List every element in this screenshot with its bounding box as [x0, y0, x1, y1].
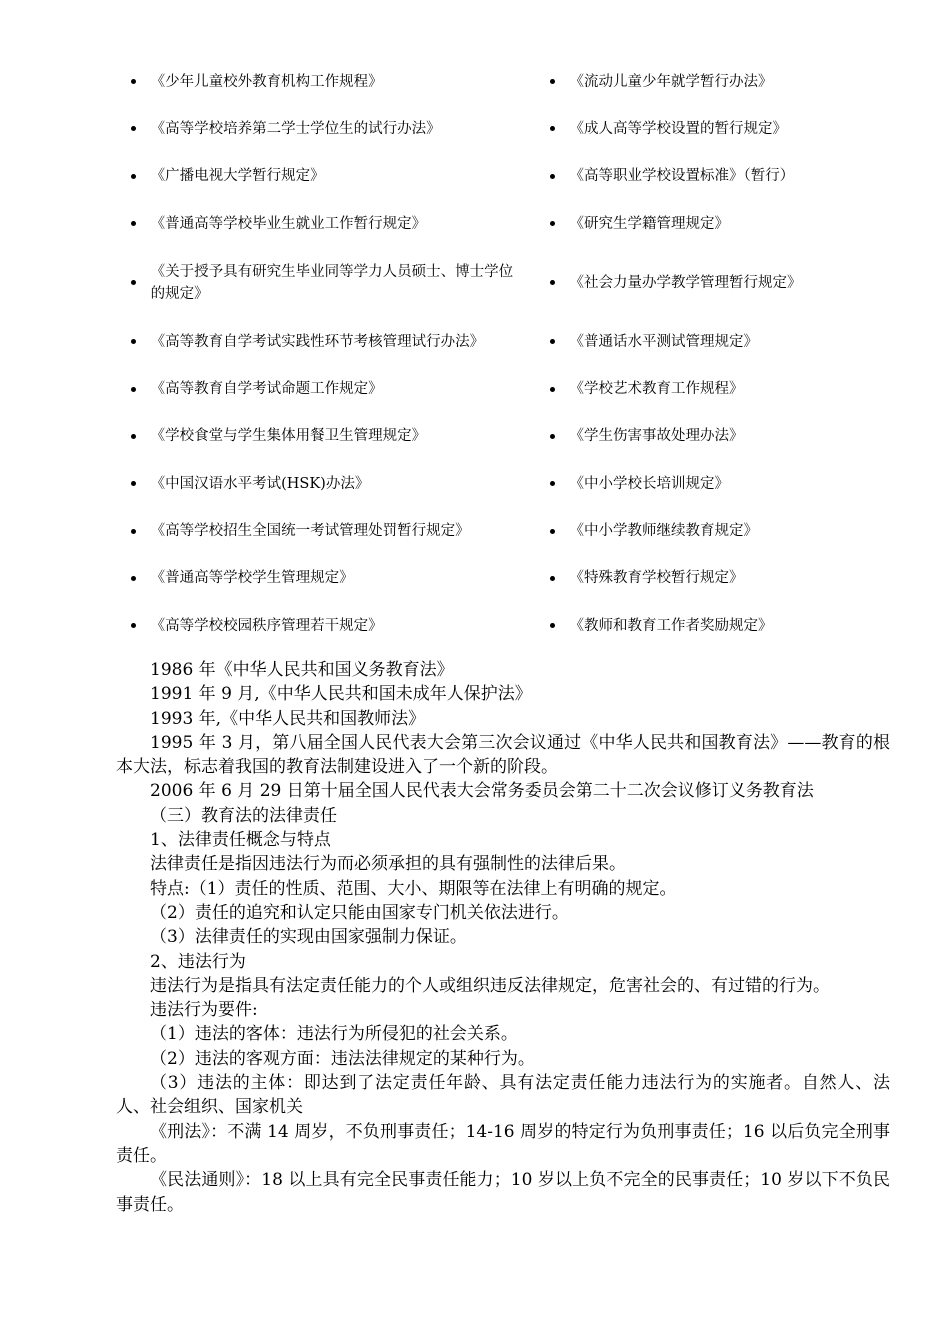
list-row: [116, 507, 886, 554]
list-item: 《广播电视大学暂行规定》: [150, 168, 325, 185]
list-item: 《普通话水平测试管理规定》: [569, 333, 759, 350]
list-item: 《中小学教师继续教育规定》: [569, 523, 759, 540]
list-item: 《高等教育自学考试命题工作规定》: [150, 381, 383, 398]
bullet-icon: [116, 247, 151, 318]
list-item: 《高等教育自学考试实践性环节考核管理试行办法》: [150, 333, 485, 350]
list-item: 《高等学校招生全国统一考试管理处罚暂行规定》: [150, 523, 470, 540]
list-item: 《学生伤害事故处理办法》: [569, 428, 744, 445]
paragraph: （2）违法的客观方面：违法法律规定的某种行为。: [150, 1048, 535, 1069]
subsection-heading: 2、违法行为: [150, 951, 246, 972]
bullet-icon: [116, 413, 151, 460]
bullet-icon: [116, 507, 151, 554]
list-item: 《研究生学籍管理规定》: [569, 215, 730, 232]
list-item: 《中国汉语水平考试(HSK)办法》: [150, 475, 370, 492]
bullet-icon: [535, 413, 570, 460]
list-row: [116, 460, 886, 507]
list-item: 《普通高等学校学生管理规定》: [150, 570, 354, 587]
list-row: [116, 105, 886, 152]
list-row: [116, 365, 886, 412]
bullet-icon: [116, 460, 151, 507]
bullet-icon: [535, 365, 570, 412]
bullet-icon: [535, 460, 570, 507]
bullet-icon: [535, 58, 570, 105]
paragraph: （3）法律责任的实现由国家强制力保证。: [150, 927, 467, 948]
regulation-list: [116, 58, 886, 649]
list-row: [116, 200, 886, 247]
paragraph: 《刑法》：不满 14 周岁，不负刑事责任；14-16 周岁的特定行为负刑事责任；16 以后负完全刑事责任。: [116, 1121, 890, 1166]
list-item: 《高等职业学校设置标准》（暂行）: [569, 168, 795, 185]
bullet-icon: [535, 507, 570, 554]
bullet-icon: [116, 105, 151, 152]
list-item: 《高等学校校园秩序管理若干规定》: [150, 617, 383, 634]
bullet-icon: [535, 602, 570, 649]
bullet-icon: [116, 153, 151, 200]
list-item: 《普通高等学校毕业生就业工作暂行规定》: [150, 215, 427, 232]
list-item: 《高等学校培养第二学士学位生的试行办法》: [150, 120, 441, 137]
bullet-icon: [535, 105, 570, 152]
paragraph: 违法行为是指具有法定责任能力的个人或组织违反法律规定，危害社会的、有过错的行为。: [150, 975, 830, 996]
paragraph: 法律责任是指因违法行为而必须承担的具有强制性的法律后果。: [150, 854, 626, 875]
paragraph: 特点:（1）责任的性质、范围、大小、期限等在法律上有明确的规定。: [150, 878, 677, 899]
bullet-icon: [535, 153, 570, 200]
bullet-icon: [116, 58, 151, 105]
paragraph: 1995 年 3 月，第八届全国人民代表大会第三次会议通过《中华人民共和国教育法》——教育的根本大法，标志着我国的教育法制建设进入了一个新的阶段。: [116, 732, 890, 778]
paragraph: （3）违法的主体：即达到了法定责任年龄、具有法定责任能力违法行为的实施者。自然人、法人、社会组织、国家机关: [116, 1073, 890, 1118]
subsection-heading: 1、法律责任概念与特点: [150, 830, 331, 851]
list-item: 《学校艺术教育工作规程》: [569, 381, 744, 398]
list-item: 《少年儿童校外教育机构工作规程》: [150, 73, 383, 90]
bullet-icon: [116, 602, 151, 649]
bullet-icon: [116, 555, 151, 602]
paragraph: 1993 年,《中华人民共和国教师法》: [150, 708, 426, 729]
paragraph: （1）违法的客体：违法行为所侵犯的社会关系。: [150, 1024, 518, 1045]
paragraph: 违法行为要件:: [150, 1000, 258, 1021]
bullet-icon: [535, 318, 570, 365]
list-item: 《特殊教育学校暂行规定》: [569, 570, 744, 587]
paragraph: 《民法通则》：18 以上具有完全民事责任能力；10 岁以上负不完全的民事责任；10 岁以下不负民事责任。: [116, 1170, 890, 1215]
list-item: 《中小学校长培训规定》: [569, 475, 730, 492]
list-row: [116, 153, 886, 200]
list-item: 《学校食堂与学生集体用餐卫生管理规定》: [150, 428, 427, 445]
list-item: 《教师和教育工作者奖励规定》: [569, 617, 773, 634]
paragraph: （2）责任的追究和认定只能由国家专门机关依法进行。: [150, 902, 569, 923]
list-item: 《社会力量办学教学管理暂行规定》: [569, 274, 802, 291]
section-heading: （三）教育法的法律责任: [150, 805, 337, 826]
list-item: 《成人高等学校设置的暂行规定》: [569, 120, 788, 137]
list-row: [116, 247, 886, 318]
bullet-icon: [116, 365, 151, 412]
list-item: 《关于授予具有研究生毕业同等学力人员硕士、博士学位的规定》: [150, 263, 514, 302]
list-row: [116, 318, 886, 365]
bullet-icon: [535, 200, 570, 247]
bullet-icon: [535, 555, 570, 602]
list-row: [116, 602, 886, 649]
list-row: [116, 58, 886, 105]
list-row: [116, 413, 886, 460]
bullet-icon: [116, 318, 151, 365]
list-row: [116, 555, 886, 602]
body-text: [116, 658, 890, 1217]
list-item: 《流动儿童少年就学暂行办法》: [569, 73, 773, 90]
paragraph: 2006 年 6 月 29 日第十届全国人民代表大会常务委员会第二十二次会议修订义务教育法: [150, 781, 814, 802]
bullet-icon: [535, 247, 570, 318]
paragraph: 1991 年 9 月,《中华人民共和国未成年人保护法》: [150, 684, 532, 705]
paragraph: 1986 年《中华人民共和国义务教育法》: [150, 660, 454, 680]
bullet-icon: [116, 200, 151, 247]
